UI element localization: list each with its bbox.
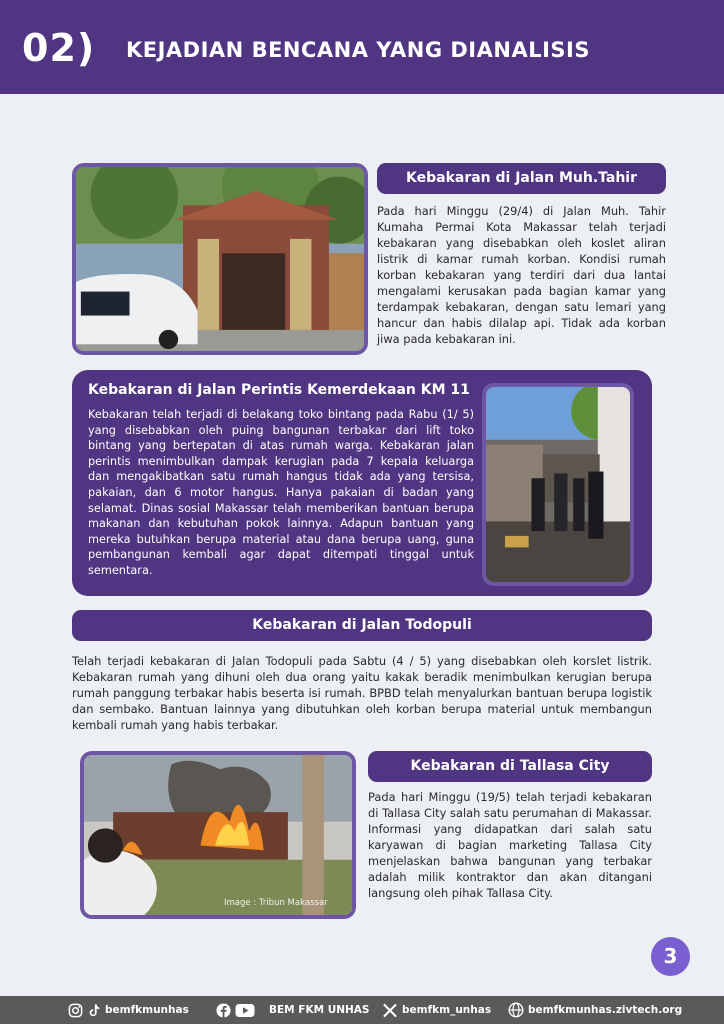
section-title-tallasa: Kebakaran di Tallasa City — [368, 751, 652, 782]
section-body-muh-tahir: Pada hari Minggu (29/4) di Jalan Muh. Tahir Kumaha Permai Kota Makassar telah terjadi kebakaran yang disebabkan oleh koslet aliran listrik di kamar rumah korban. Kondisi rumah korban kebakaran yang terdiri dari dua lantai mengalami kerusakan pada bagian kamar yang terdampak kebakaran, dengan satu lemari yang hancur dan habis dilalap api. Tidak ada korban jiwa pada kebakaran ini. — [377, 204, 666, 346]
facebook-icon[interactable] — [216, 1003, 231, 1018]
header-banner — [0, 0, 724, 94]
page-number-badge: 3 — [651, 937, 690, 976]
section-body-perintis: Kebakaran telah terjadi di belakang toko bintang pada Rabu (1/ 5) yang disebabkan oleh puing bangunan terbakar dari lift toko bintang yang bertepatan di atas rumah warga. Kebakaran jalan perintis menimbulkan dampak kerugian pada 7 kepala keluarga dan mengakibatkan satu rumah hangus tidak ada yang tersisa, pakaian, dan 6 motor hangus. Hanya pakaian di badan yang selamat. Dinas sosial Makassar telah memberikan bantuan berupa makanan dan kebutuhan pokok lainnya. Adapun bantuan yang mereka butuhkan berupa material atau dana berupa uang, guna pembangunan kembali agar dapat ditempati tinggal untuk sementara. — [88, 408, 474, 577]
section-title-todopuli: Kebakaran di Jalan Todopuli — [72, 610, 652, 641]
section-body-todopuli: Telah terjadi kebakaran di Jalan Todopuli pada Sabtu (4 / 5) yang disebabkan oleh korslet listrik. Kebakaran rumah yang dihuni oleh dua orang yaitu kakak beradik menimbulkan kerugian berupa rumah panggung terbakar habis beserta isi rumah. BPBD telah menyalurkan bantuan berupa logistik dan sembako. Bantuan lainnya yang dibutuhkan oleh korban berupa material untuk membangun kembali rumah yang habis terbakar. — [72, 654, 652, 732]
section-body-tallasa: Pada hari Minggu (19/5) telah terjadi kebakaran di Tallasa City salah satu perumahan di Makassar. Informasi yang didapatkan dari salah satu karyawan di bagian marketing Tallasa City menjelaskan bahwa bangunan yang terbakar adalah milik kontraktor dan akan ditangani langsung oleh pihak Tallasa City. — [368, 790, 652, 900]
footer-facebook-youtube[interactable] — [216, 996, 369, 1024]
footer-org-name[interactable]: BEM FKM UNHAS — [269, 1004, 370, 1016]
photo-house-muh-tahir — [72, 163, 368, 355]
footer-website[interactable] — [508, 996, 682, 1024]
section-title-muh-tahir: Kebakaran di Jalan Muh.Tahir — [377, 163, 666, 194]
photo-fire-tallasa-city — [80, 751, 356, 919]
photo-fire-aftermath-perintis — [482, 383, 634, 586]
section-number: 02) — [22, 26, 96, 70]
youtube-icon[interactable] — [235, 1003, 255, 1018]
footer-instagram-tiktok[interactable] — [68, 996, 189, 1024]
footer-x[interactable] — [382, 996, 491, 1024]
globe-icon[interactable] — [508, 1002, 524, 1018]
footer-ig-handle[interactable]: bemfkmunhas — [105, 1004, 189, 1016]
footer-x-handle[interactable]: bemfkm_unhas — [402, 1004, 492, 1016]
section-title-perintis: Kebakaran di Jalan Perintis Kemerdekaan KM 11 — [88, 382, 470, 398]
image-credit: Image : Tribun Makassar — [224, 898, 328, 908]
footer-bar — [0, 996, 724, 1024]
footer-website-url[interactable]: bemfkmunhas.zivtech.org — [528, 1004, 683, 1016]
page-title: KEJADIAN BENCANA YANG DIANALISIS — [126, 38, 590, 62]
instagram-icon[interactable] — [68, 1003, 83, 1018]
panel-perintis — [72, 370, 652, 596]
x-icon[interactable] — [382, 1003, 398, 1018]
tiktok-icon[interactable] — [87, 1003, 101, 1018]
